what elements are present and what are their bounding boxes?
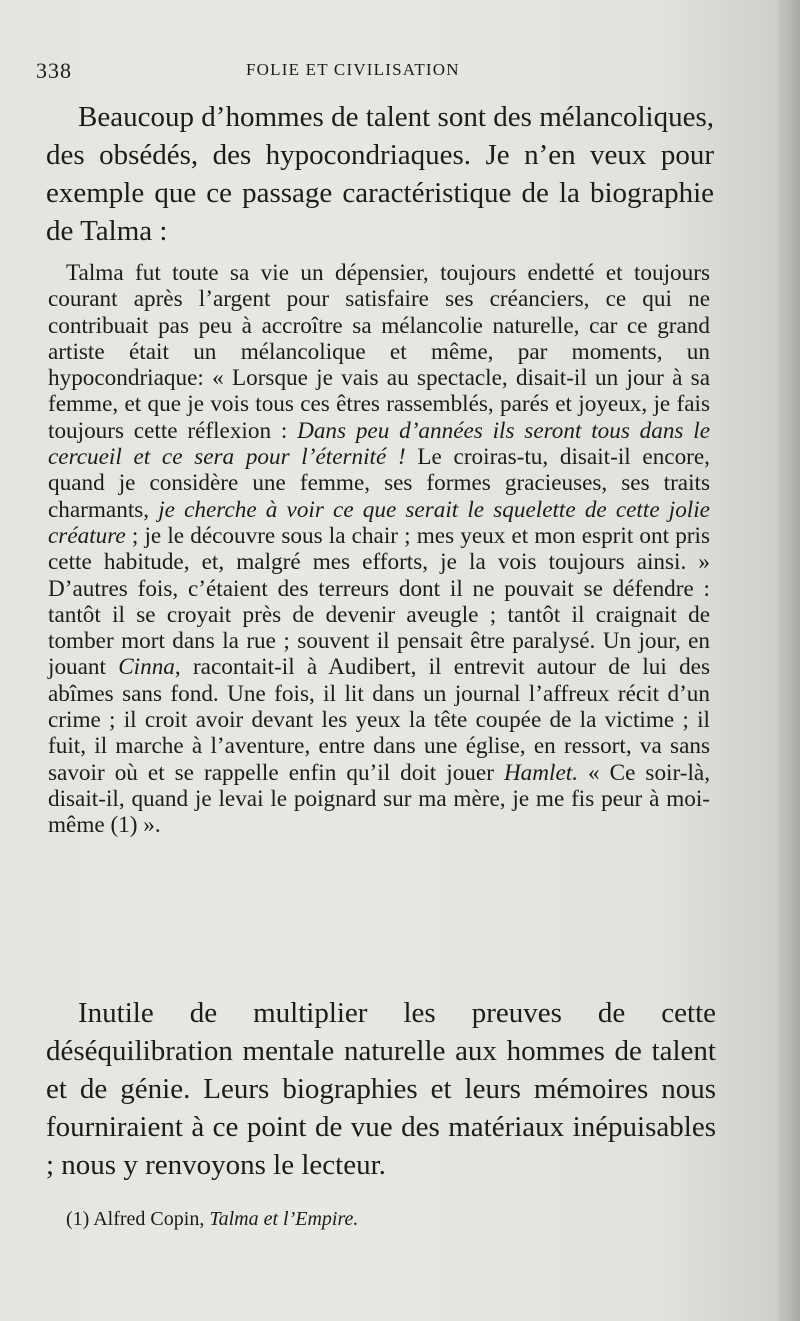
quote-text-2: Le croiras-tu, disait-il encore, quand je considère une femme, ses formes gracieuses, ses traits charmants,	[48, 444, 710, 523]
quote-text-4: , racontait-il à Audibert, il entrevit autour de lui des abîmes sans fond. Une fois, il lit dans un journal l’affreux récit d’un crime ; il croit avoir devant les yeux la tête coupée de la victime ; il fuit, il marche à l’aventure, entre dans une église, en ressort, va sans savoir où et se rappelle enfin qu’il doit jouer	[48, 654, 710, 786]
footnote-marker: (1)	[66, 1208, 90, 1230]
quote-text-5: « Ce soir-là, disait-il, quand je levai le poignard sur ma mère, je me fis peur à moi-même (1) ».	[48, 759, 710, 839]
quote-italic-1: Dans peu d’années ils seront tous dans le cercueil et ce sera pour l’éternité !	[48, 417, 710, 471]
body-paragraph-conclusion: Inutile de multiplier les preuves de cette déséquilibration mentale naturelle aux hommes de talent et de génie. Leurs biographies et leurs mémoires nous fourniraient à ce point de vue des matériaux inépuisables ; nous y renvoyons le lecteur.	[46, 997, 716, 1181]
quote-italic-4: Hamlet.	[503, 759, 578, 786]
quote-text-1: Talma fut toute sa vie un dépensier, toujours endetté et toujours courant après l’argent pour satisfaire ses créanciers, ce qui ne contribuait pas peu à accroître sa mélancolie naturelle, car ce grand artiste était un mélancolique et même, par moments, un hypocondriaque: « Lorsque je vais au spectacle, disait-il un jour à sa femme, et que je vois tous ces êtres rassemblés, parés et joyeux, je fais toujours cette réflexion :	[48, 260, 710, 444]
footnote-author: Alfred Copin,	[93, 1208, 205, 1230]
footnote	[66, 1206, 706, 1232]
running-title: FOLIE ET CIVILISATION	[246, 60, 460, 79]
page-number: 338	[36, 58, 72, 83]
running-header	[36, 58, 726, 88]
quote-text-3: ; je le découvre sous la chair ; mes yeux et mon esprit ont pris cette habitude, et, malgré mes efforts, je la vois toujours ainsi. » D’autres fois, c’étaient des terreurs dont il ne pouvait se défendre : tantôt il se croyait près de devenir aveugle ; tantôt il craignait de tomber mort dans la rue ; souvent il pensait être paralysé. Un jour, en jouant	[48, 522, 710, 681]
quote-italic-3: Cinna	[118, 654, 175, 681]
page-edge-shadow	[778, 0, 800, 1321]
quoted-passage	[48, 260, 710, 839]
body-paragraph-intro: Beaucoup d’hommes de talent sont des mélancoliques, des obsédés, des hypocondriaques. Je n’en veux pour exemple que ce passage caractéristique de la biographie de Talma :	[46, 101, 714, 247]
quote-italic-2: je cherche à voir ce que serait le squelette de cette jolie créature	[48, 496, 710, 549]
footnote-title: Talma et l’Empire.	[209, 1208, 359, 1230]
